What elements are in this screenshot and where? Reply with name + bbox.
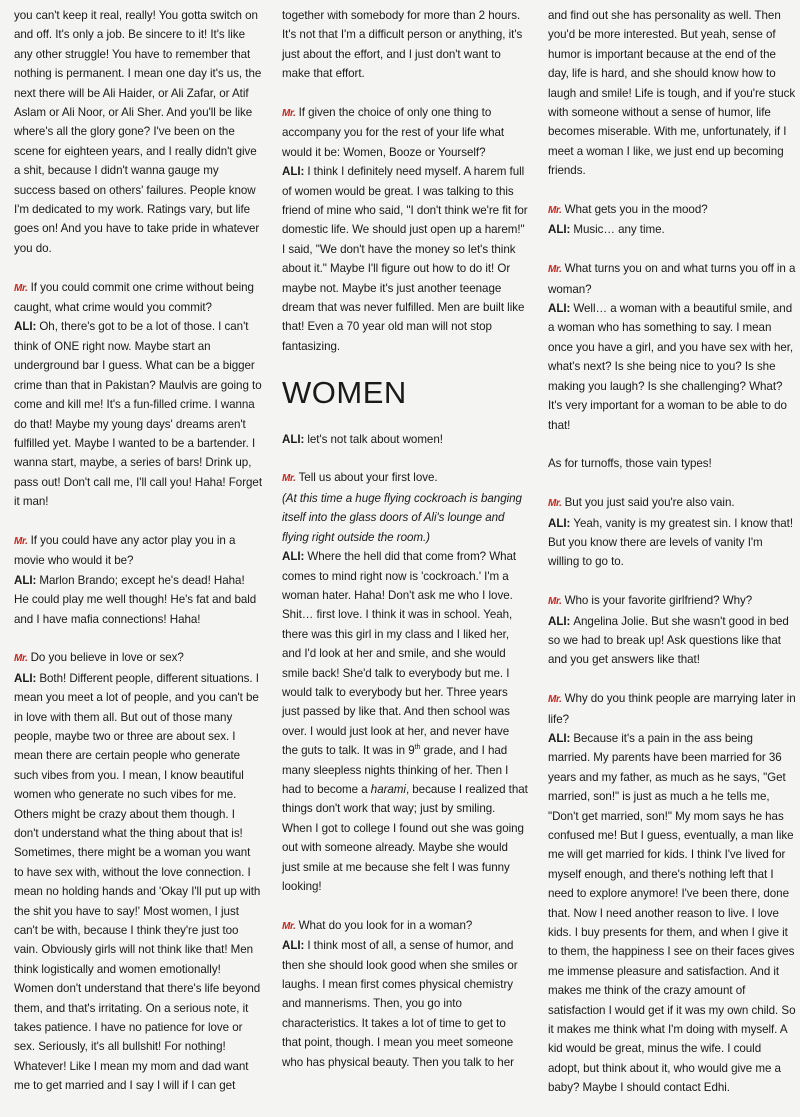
ali-label: ALI: [548,516,571,530]
qa-block-look-for [282,916,528,1072]
mr-logo: Mr. [14,535,28,547]
mr-logo: Mr. [282,108,296,120]
question-text: What do you look for in a woman? [298,918,473,932]
ali-label: ALI: [548,223,571,237]
paragraph-text: together with somebody for more than 2 hours. It's not that I'm a difficult person or anything, it's just about the effort, and I just don't want to make that effort. [282,9,523,81]
answer-text: I think I definitely need myself. A harem full of women would be great. I was talking to this friend of mine who said, "I don't think we're fit for domestic life. We should just open up a harem!" I said, "We don't have the money so let's think about it." Maybe I'll figure out how to do it! Or maybe not. Maybe it's just another teenage dream that was never fulfilled. Men are built like that! Even a 70 year old man will not stop fantasizing. [282,165,528,353]
qa-block [548,200,796,240]
ali-label: ALI: [548,614,571,628]
mr-logo: Mr. [548,498,562,510]
answer-text: I think most of all, a sense of humor, and then she should look good when she smiles or laughs. I mean first comes physical chemistry and mannerisms. Then, you go into characteristics. It takes a lot of time to get to that point, though. I mean you meet someone who has physical beauty. Then you talk to her [282,939,518,1069]
mr-logo: Mr. [548,264,562,276]
question-text: If you could have any actor play you in a movie who would it be? [14,533,236,568]
column-2 [282,6,528,1091]
section-title: WOMEN [282,374,407,410]
qa-block-intro [282,430,528,449]
ali-label: ALI: [548,302,571,316]
answer-text: Well… a woman with a beautiful smile, and a woman who has something to say. I mean once you have a girl, and you have sex with her, what's next? Is she being nice to you? Is she making you laugh? Is she challenging? What? It's very important for a woman to be able to do that! [548,302,794,432]
ali-label: ALI: [282,550,305,564]
mr-logo: Mr. [282,920,296,932]
qa-block [14,648,262,1095]
question-text: If you could commit one crime without being caught, what crime would you commit? [14,280,254,315]
answer-text: Oh, there's got to be a lot of those. I can't think of ONE right now. Maybe start an underground bar I guess. What can be a bigger crime than that in Pakistan? Maulvis are going to come and kill me! It's a fun-filled crime. I wanna do that! Maybe my young days' dreams aren't fulfilled yet. Maybe I wanted to be a bartender. I wanna start, maybe, a series of bars! Drink up, pass out! Don't call me, I'll call you! Haha! Forget it man! [14,320,262,509]
answer-text-part3: , because I realized that things don't work that way; just by smiling. When I got to college I found out she was going out with someone already. Maybe she would just smile at me because she felt I was funny looking! [282,782,528,894]
qa-block [548,591,796,670]
mr-logo: Mr. [548,694,562,706]
paragraph-text: As for turnoffs, those vain types! [548,457,712,471]
mr-logo: Mr. [548,205,562,217]
answer-text: Because it's a pain in the ass being married. My parents have been married for 36 years and my father, as much as he says, "Get married, son!" is just as much a he tells me, "Don't get married, son!" My mom says he has confused me! But I guess, eventually, a man like me will get married for kids. I think I've lived for myself enough, and there's nothing left that I need to explore anymore! I've been there, done that. Now I need another reason to live. I love kids. I buy presents for them, and when I give it to them, the happiness I see on their faces gives me immense pleasure and satisfaction. And it makes me think of the crazy amount of satisfaction I would get if it was my own child. So it makes me think what I'm doing with myself. A kid would be great, minus the wife. I could adopt, but think about it, who would give me a baby? Maybe I should contact Edhi. [548,731,796,1095]
column-2-top [282,6,528,356]
mr-logo: Mr. [14,282,28,294]
column-1 [14,6,262,1115]
paragraph [548,6,796,181]
ali-label: ALI: [282,165,305,179]
qa-block [14,531,262,629]
paragraph [282,6,528,84]
ali-label: ALI: [14,671,37,685]
paragraph-text: and find out she has personality as well. Then you'd be more interested. But yeah, sense of humor is important because at the end of the day, life is hard, and she should know how to laugh and smile! Life is tough, and if you're stuck with someone without a sense of humor, life becomes miserable. With me, unfortunately, if I meet a woman I like, we just end up becoming friends. [548,9,796,178]
question-text: Do you believe in love or sex? [30,651,184,665]
answer-text: let's not talk about women! [307,432,443,446]
answer-text: Yeah, vanity is my greatest sin. I know that! But you know there are levels of vanity I'm willing to go to. [548,516,793,569]
paragraph [548,454,796,473]
qa-block [548,493,796,572]
answer-italic-word: harami [370,782,406,796]
question-text: What gets you in the mood? [564,203,708,217]
mr-logo: Mr. [548,596,562,608]
answer-text: Angelina Jolie. But she wasn't good in bed so we had to break up! Ask questions like that and you get answers like that! [548,614,789,667]
ali-label: ALI: [14,320,37,334]
column-3 [548,6,796,1117]
ordinal-suffix: th [414,744,421,752]
paragraph-text: you can't keep it real, really! You gotta switch on and off. It's only a job. Be sincere to it! It's like any other struggle! You have to remember that nothing is permanent. I mean one day it's us, the next there will be Ali Haider, or Ali Zafar, or Atif Aslam or Ali Noor, or Ali Sher. And you'll be like where's all the glory gone? I've been on the scene for eighteen years, and I really didn't give a shit, because I didn't wanna gauge my success based on others' failures. People know I'm dedicated to my work. Ratings vary, but life goes on! And you have to take pride in whatever you do. [14,9,262,255]
qa-block [548,259,796,435]
mr-logo: Mr. [282,473,296,485]
answer-text: Marlon Brando; except he's dead! Haha! He could play me well though! He's fat and bald and I have mafia connections! Haha! [14,573,257,626]
ali-label: ALI: [282,432,305,446]
question-text: Tell us about your first love. [298,471,438,485]
ali-label: ALI: [548,731,571,745]
question-text: Who is your favorite girlfriend? Why? [564,594,753,608]
qa-block [548,689,796,1098]
qa-block [282,103,528,356]
qa-block-first-love [282,468,528,896]
mr-logo: Mr. [14,653,28,665]
answer-text: Both! Different people, different situations. I mean you meet a lot of people, and you can't be in love with them all. But out of those many people, maybe two or three are about sex. I mean there are certain people who generate such vibes from you. I mean, I know beautiful women who generate no such vibes for me. Others might be crazy about them though. I don't understand what the thing about that is! Sometimes, there might be a woman you want to have sex with, without the love connection. I mean no holding hands and 'Okay I'll put up with the shit you have to say!' Most women, I just can't be with, because I think they're just too vain. Obviously girls will not think like that! Men think logistically and women emotionally! Women don't understand that there's life beyond them, and that's irritating. On a serious note, it takes patience. I have no patience for love or sex. Seriously, it's all bullshit! For nothing! Whatever! Like I mean my mom and dad want me to get married and I say I will if I can get [14,671,261,1093]
question-text: Why do you think people are marrying later in life? [548,692,796,726]
question-text: What turns you on and what turns you off in a woman? [548,262,796,296]
ali-label: ALI: [14,573,37,587]
question-text: If given the choice of only one thing to accompany you for the rest of your life what would it be: Women, Booze or Yourself? [282,106,505,159]
editor-note: (At this time a huge flying cockroach is banging itself into the glass doors of Ali's lounge and flying right outside the room.) [282,491,522,544]
qa-block [14,278,262,512]
paragraph [14,6,262,258]
question-text: But you just said you're also vain. [564,496,735,510]
answer-text: Music… any time. [573,223,665,237]
ali-label: ALI: [282,939,305,953]
answer-text-part2: grade, and I had many sleepless nights thinking of her. Then I had to become a [282,744,509,796]
answer-text-part1: Where the hell did that come from? What comes to mind right now is 'cockroach.' I'm a woman hater. Haha! Don't ask me who I love. Shit… first love. I think it was in school. Yeah, there was this girl in my class and I liked her, and I'd look at her and smile, and she would smile back! She'd talk to everybody but me. I would talk to everybody but her. Three years just passed by like that. And then school was over. I would just look at her, and never have the guts to talk. It was in 9 [282,550,517,758]
